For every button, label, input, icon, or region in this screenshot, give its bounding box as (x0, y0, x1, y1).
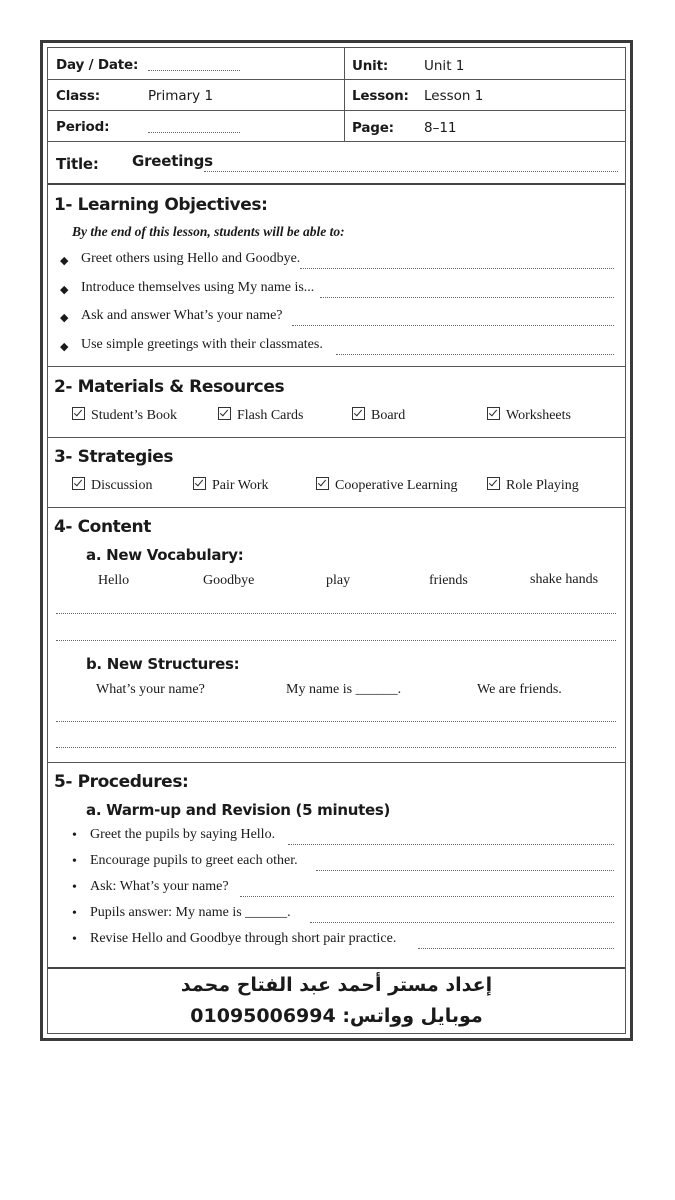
checked-box-icon (487, 407, 500, 420)
objective-item: Ask and answer What’s your name? (81, 308, 283, 323)
writing-line (56, 747, 616, 748)
page-label: Page: (352, 120, 394, 136)
structure-item: What’s your name? (96, 682, 205, 697)
material-item: Worksheets (487, 407, 571, 424)
writing-line (56, 640, 616, 641)
writing-line (310, 922, 614, 923)
checked-box-icon (72, 407, 85, 420)
lesson-label: Lesson: (352, 88, 409, 104)
contact-number: موبايل وواتس: 01095006994 (190, 1005, 483, 1027)
vocabulary-word: Hello (98, 573, 130, 588)
header-divider (344, 48, 345, 141)
warmup-heading: a. Warm-up and Revision (5 minutes) (86, 801, 391, 819)
section-divider (48, 437, 625, 438)
unit-label: Unit: (352, 58, 389, 74)
dot-bullet-icon: • (72, 906, 77, 921)
materials-heading: 2- Materials & Resources (54, 377, 285, 397)
day-date-label: Day / Date: (56, 57, 139, 73)
vocabulary-word: Goodbye (203, 573, 255, 588)
objectives-heading: 1- Learning Objectives: (54, 195, 268, 215)
writing-line (336, 354, 614, 355)
diamond-bullet-icon: ◆ (60, 284, 69, 296)
writing-line (300, 268, 614, 269)
writing-line (240, 896, 614, 897)
writing-line (56, 721, 616, 722)
structure-item: We are friends. (477, 682, 562, 697)
section-divider (48, 366, 625, 367)
lesson-value: Lesson 1 (424, 88, 484, 104)
header-row-line (48, 79, 625, 80)
period-label: Period: (56, 119, 110, 135)
checked-box-icon (487, 477, 500, 490)
dot-bullet-icon: • (72, 854, 77, 869)
procedure-item: Ask: What’s your name? (90, 879, 229, 894)
checked-box-icon (218, 407, 231, 420)
dot-bullet-icon: • (72, 828, 77, 843)
objective-item: Use simple greetings with their classmates. (81, 337, 323, 352)
procedure-item: Encourage pupils to greet each other. (90, 853, 298, 868)
material-item: Board (352, 407, 405, 424)
header-row-line (48, 110, 625, 111)
writing-line (292, 325, 614, 326)
writing-line (316, 870, 614, 871)
procedure-item: Greet the pupils by saying Hello. (90, 827, 276, 842)
strategies-heading: 3- Strategies (54, 447, 174, 467)
procedure-item: Revise Hello and Goodbye through short pair practice. (90, 931, 397, 946)
material-item: Student’s Book (72, 407, 177, 424)
title-field[interactable] (204, 171, 618, 172)
diamond-bullet-icon: ◆ (60, 341, 69, 353)
checked-box-icon (72, 477, 85, 490)
class-label: Class: (56, 88, 100, 104)
author-credit: إعداد مستر أحمد عبد الفتاح محمد (180, 974, 493, 996)
structure-item: My name is ______. (286, 682, 402, 697)
objective-item: Greet others using Hello and Goodbye. (81, 251, 301, 266)
procedures-heading: 5- Procedures: (54, 772, 189, 792)
lesson-plan-border (47, 47, 626, 1034)
material-item: Flash Cards (218, 407, 304, 424)
writing-line (418, 948, 614, 949)
writing-line (320, 297, 614, 298)
content-heading: 4- Content (54, 517, 151, 537)
section-divider (48, 507, 625, 508)
checked-box-icon (193, 477, 206, 490)
strategy-item: Cooperative Learning (316, 477, 457, 494)
title-label: Title: (56, 155, 99, 173)
header-row-line (48, 141, 625, 142)
unit-value: Unit 1 (424, 58, 465, 74)
page-value: 8–11 (424, 120, 457, 136)
writing-line (288, 844, 614, 845)
vocabulary-word: friends (429, 573, 468, 588)
writing-line (56, 613, 616, 614)
vocabulary-word: shake hands (530, 572, 599, 587)
section-divider (48, 762, 625, 763)
objective-item: Introduce themselves using My name is... (81, 280, 315, 295)
objectives-intro: By the end of this lesson, students will be able to: (72, 224, 345, 239)
strategy-item: Pair Work (193, 477, 269, 494)
structures-heading: b. New Structures: (86, 655, 240, 673)
class-value: Primary 1 (148, 88, 214, 104)
period-field[interactable] (148, 132, 240, 133)
diamond-bullet-icon: ◆ (60, 255, 69, 267)
procedure-item: Pupils answer: My name is ______. (90, 905, 291, 920)
dot-bullet-icon: • (72, 880, 77, 895)
vocabulary-heading: a. New Vocabulary: (86, 546, 244, 564)
section-divider (48, 183, 625, 185)
strategy-item: Discussion (72, 477, 152, 494)
checked-box-icon (316, 477, 329, 490)
vocabulary-word: play (326, 573, 351, 588)
strategy-item: Role Playing (487, 477, 579, 494)
day-date-field[interactable] (148, 70, 240, 71)
lesson-plan-page (40, 40, 633, 1041)
checked-box-icon (352, 407, 365, 420)
title-value: Greetings (132, 152, 213, 170)
diamond-bullet-icon: ◆ (60, 312, 69, 324)
footer-divider (48, 967, 625, 969)
dot-bullet-icon: • (72, 932, 77, 947)
